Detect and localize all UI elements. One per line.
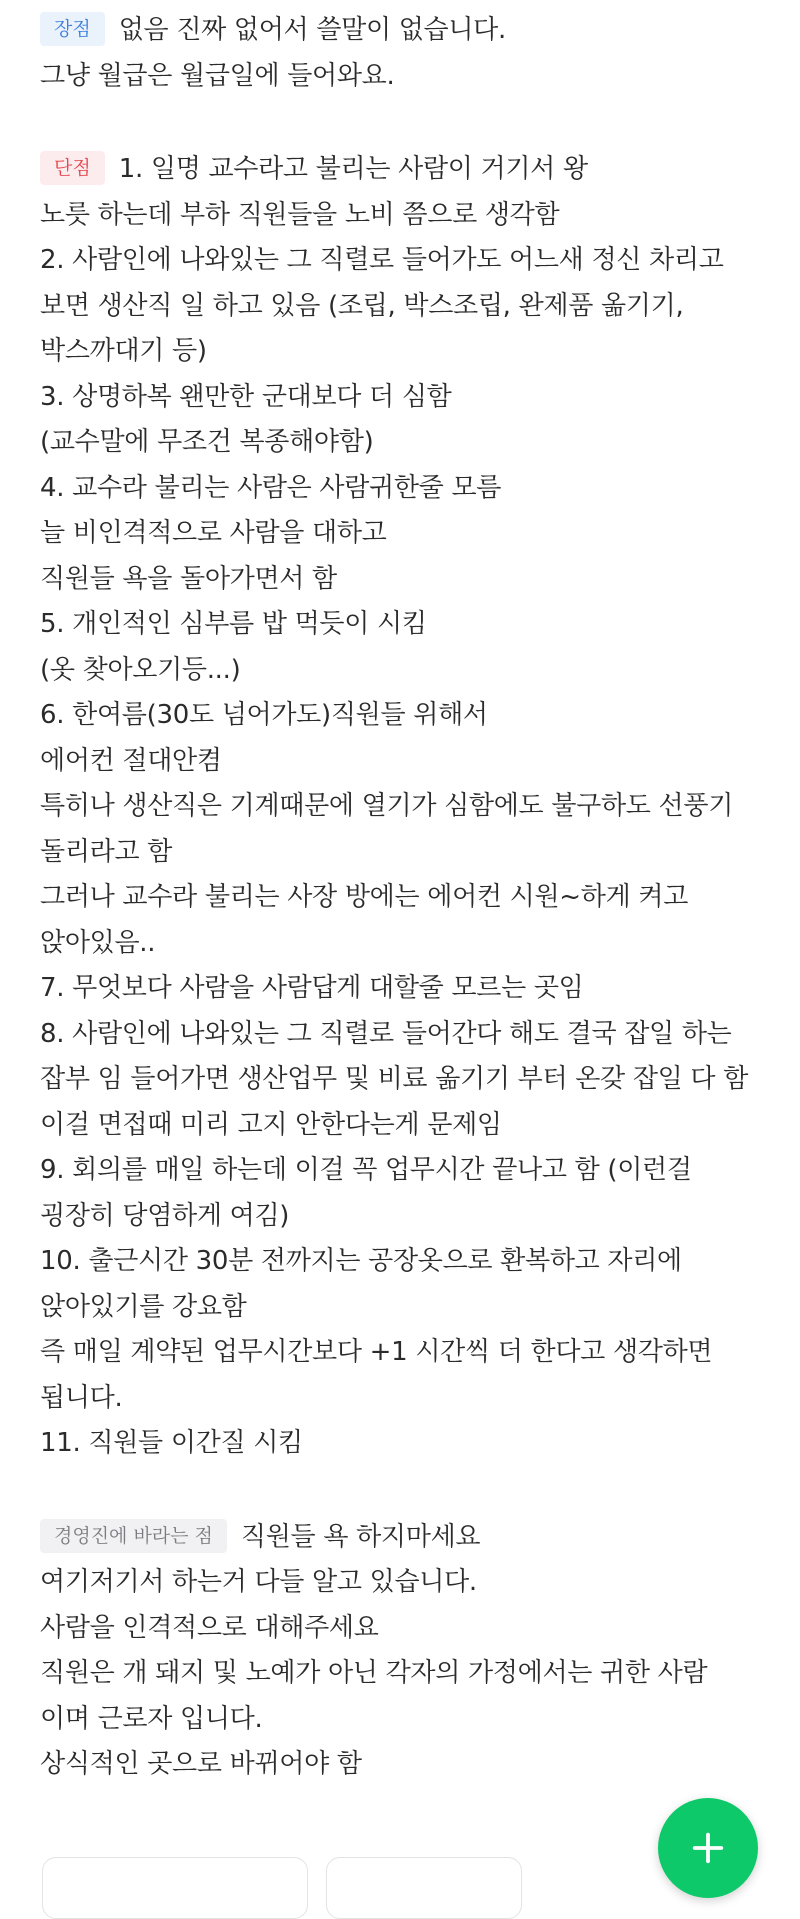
cons-section xyxy=(40,147,770,1467)
cons-line: 노릇 하는데 부하 직원들을 노비 쯤으로 생각함 xyxy=(40,199,560,230)
cons-line: 10. 출근시간 30분 전까지는 공장옷으로 환복하고 자리에 xyxy=(40,1246,682,1276)
management-line: 상식적인 곳으로 바뀌어야 함 xyxy=(40,1749,362,1779)
cons-line: 앉아있기를 강요함 xyxy=(40,1291,247,1322)
cons-line: 잡부 임 들어가면 생산업무 및 비료 옮기기 부터 온갖 잡일 다 함 xyxy=(40,1064,749,1094)
cons-line: 에어컨 절대안켬 xyxy=(40,745,222,776)
management-line xyxy=(40,1515,770,1561)
cons-line: 됩니다. xyxy=(40,1382,123,1413)
cons-line: 6. 한여름(30도 넘어가도)직원들 위해서 xyxy=(40,700,488,730)
management-line: 이며 근로자 입니다. xyxy=(40,1703,263,1734)
cons-line: 3. 상명하복 왠만한 군대보다 더 심함 xyxy=(40,381,452,412)
cons-line: (교수말에 무조건 복종해야함) xyxy=(40,427,374,457)
pros-text: 없음 진짜 없어서 쓸말이 없습니다. xyxy=(118,15,506,45)
cons-line: 11. 직원들 이간질 시킴 xyxy=(40,1428,303,1458)
cons-line: (옷 찾아오기등...) xyxy=(40,654,241,685)
cons-line: 9. 회의를 매일 하는데 이걸 꼭 업무시간 끝나고 함 (이런걸 xyxy=(40,1155,692,1185)
cons-line: 박스까대기 등) xyxy=(40,336,207,366)
cons-line: 5. 개인적인 심부름 밥 먹듯이 시킴 xyxy=(40,609,427,639)
cons-line: 2. 사람인에 나와있는 그 직렬로 들어가도 어느새 정신 차리고 xyxy=(40,245,724,275)
cons-line: 돌리라고 함 xyxy=(40,836,173,867)
pros-tag: 장점 xyxy=(40,12,105,46)
cons-line: 8. 사람인에 나와있는 그 직렬로 들어간다 해도 결국 잡일 하는 xyxy=(40,1018,732,1049)
cons-line: 이걸 면접때 미리 고지 안한다는게 문제임 xyxy=(40,1109,502,1140)
plus-icon xyxy=(689,1829,727,1867)
management-text: 직원들 욕 하지마세요 xyxy=(240,1521,481,1552)
cons-tag: 단점 xyxy=(40,151,105,185)
pros-line: 그냥 월급은 월급일에 들어와요. xyxy=(40,60,395,91)
management-line: 직원은 개 돼지 및 노예가 아닌 각자의 가정에서는 귀한 사람 xyxy=(40,1658,708,1688)
management-line: 사람을 인격적으로 대해주세요 xyxy=(40,1612,379,1643)
cons-line: 7. 무엇보다 사람을 사람답게 대할줄 모르는 곳임 xyxy=(40,973,584,1003)
cons-line xyxy=(40,147,770,193)
pros-line xyxy=(40,8,770,54)
cons-line: 4. 교수라 불리는 사람은 사람귀한줄 모름 xyxy=(40,472,502,503)
bottom-action-card[interactable] xyxy=(42,1857,308,1919)
write-review-button[interactable] xyxy=(658,1798,758,1898)
bottom-action-card[interactable] xyxy=(326,1857,522,1919)
review-content xyxy=(40,8,770,1788)
cons-text: 1. 일명 교수라고 불리는 사람이 거기서 왕 xyxy=(118,154,588,184)
management-section xyxy=(40,1515,770,1788)
management-line: 여기저기서 하는거 다들 알고 있습니다. xyxy=(40,1567,477,1597)
cons-line: 앉아있음.. xyxy=(40,927,156,958)
cons-line: 특히나 생산직은 기계때문에 열기가 심함에도 불구하도 선풍기 xyxy=(40,791,734,821)
cons-line: 그러나 교수라 불리는 사장 방에는 에어컨 시원~하게 켜고 xyxy=(40,882,689,912)
cons-line: 즉 매일 계약된 업무시간보다 +1 시간씩 더 한다고 생각하면 xyxy=(40,1337,713,1367)
cons-line: 늘 비인격적으로 사람을 대하고 xyxy=(40,518,387,548)
cons-line: 굉장히 당염하게 여김) xyxy=(40,1200,290,1231)
cons-line: 보면 생산직 일 하고 있음 (조립, 박스조립, 완제품 옮기기, xyxy=(40,290,684,321)
cons-line: 직원들 욕을 돌아가면서 함 xyxy=(40,563,337,594)
management-tag: 경영진에 바라는 점 xyxy=(40,1519,227,1553)
pros-section xyxy=(40,8,770,99)
